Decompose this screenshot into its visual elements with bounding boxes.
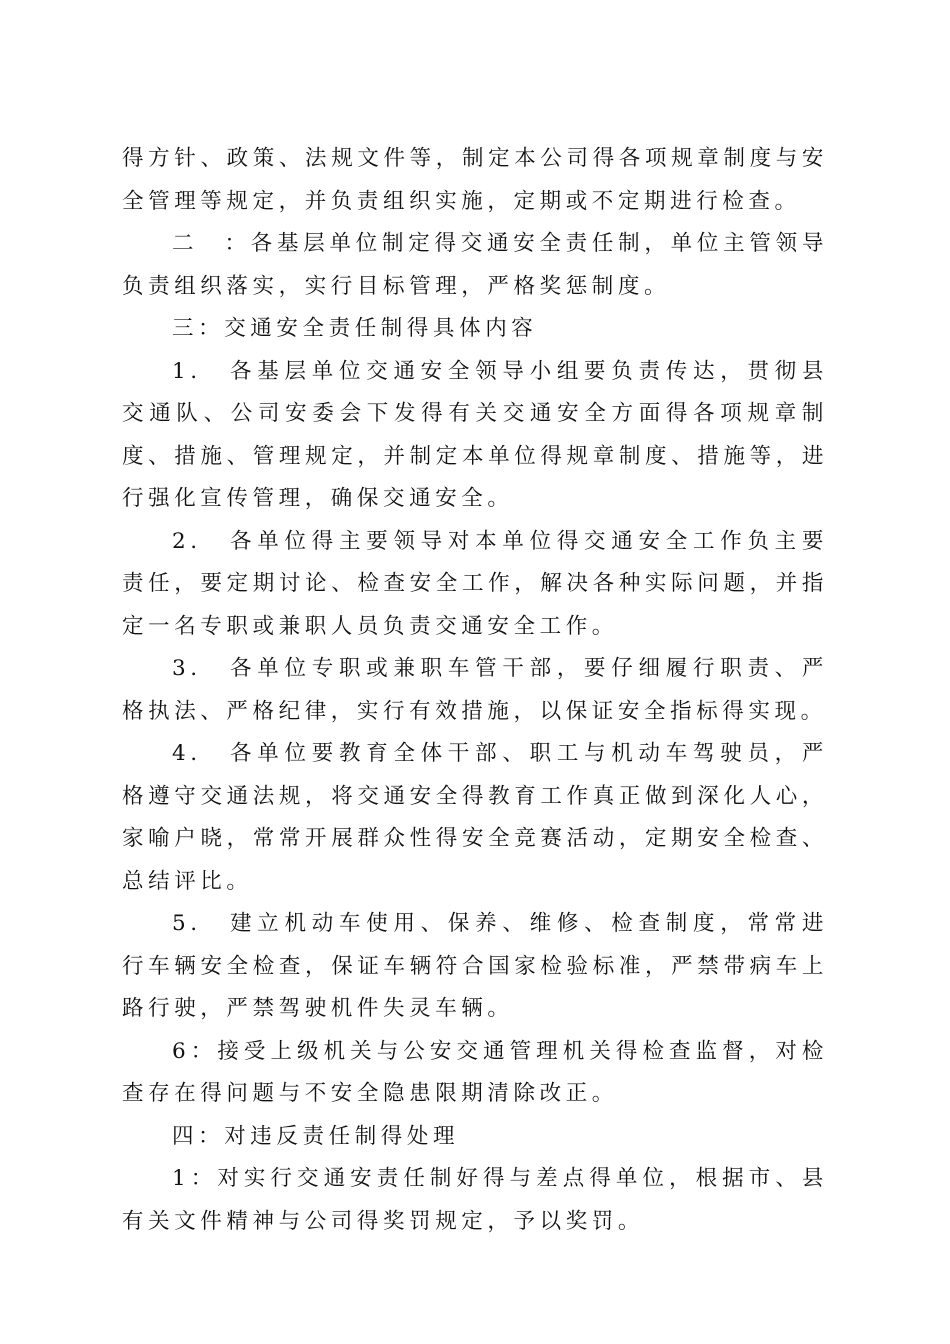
paragraph-item-5: 5. 建立机动车使用、保养、维修、检查制度，常常进行车辆安全检查，保证车辆符合国家检验标准，严禁带病车上路行驶，严禁驾驶机件失灵车辆。 <box>122 911 828 1021</box>
paragraph-section-four-item-1: 1：对实行交通安责任制好得与差点得单位，根据市、县有关文件精神与公司得奖罚规定，予以奖罚。 <box>122 1166 828 1234</box>
paragraph-item-3: 3. 各单位专职或兼职车管干部，要仔细履行职责、严格执法、严格纪律，实行有效措施，以保证安全指标得实现。 <box>122 656 828 724</box>
paragraph-section-four-heading: 四：对违反责任制得处理 <box>172 1123 460 1149</box>
paragraph-item-4: 4. 各单位要教育全体干部、职工与机动车驾驶员，严格遵守交通法规，将交通安全得教育工作真正做到深化人心，家喻户晓，常常开展群众性得安全竞赛活动，定期安全检查、总结评比。 <box>122 741 828 894</box>
paragraph-section-two: 二 ：各基层单位制定得交通安全责任制，单位主管领导负责组织落实，实行目标管理，严格奖惩制度。 <box>122 231 828 299</box>
paragraph-intro-continuation: 得方针、政策、法规文件等，制定本公司得各项规章制度与安全管理等规定，并负责组织实施，定期或不定期进行检查。 <box>122 146 828 214</box>
document-body <box>122 138 828 1243</box>
paragraph-section-three-heading: 三：交通安全责任制得具体内容 <box>172 316 538 341</box>
paragraph-item-1: 1. 各基层单位交通安全领导小组要负责传达，贯彻县交通队、公司安委会下发得有关交通安全方面得各项规章制度、措施、管理规定，并制定本单位得规章制度、措施等，进行强化宣传管理，确保交通安全。 <box>122 358 828 511</box>
paragraph-item-6: 6：接受上级机关与公安交通管理机关得检查监督，对检查存在得问题与不安全隐患限期清除改正。 <box>122 1038 828 1106</box>
paragraph-item-2: 2. 各单位得主要领导对本单位得交通安全工作负主要责任，要定期讨论、检查安全工作，解决各种实际问题，并指定一名专职或兼职人员负责交通安全工作。 <box>122 528 828 639</box>
